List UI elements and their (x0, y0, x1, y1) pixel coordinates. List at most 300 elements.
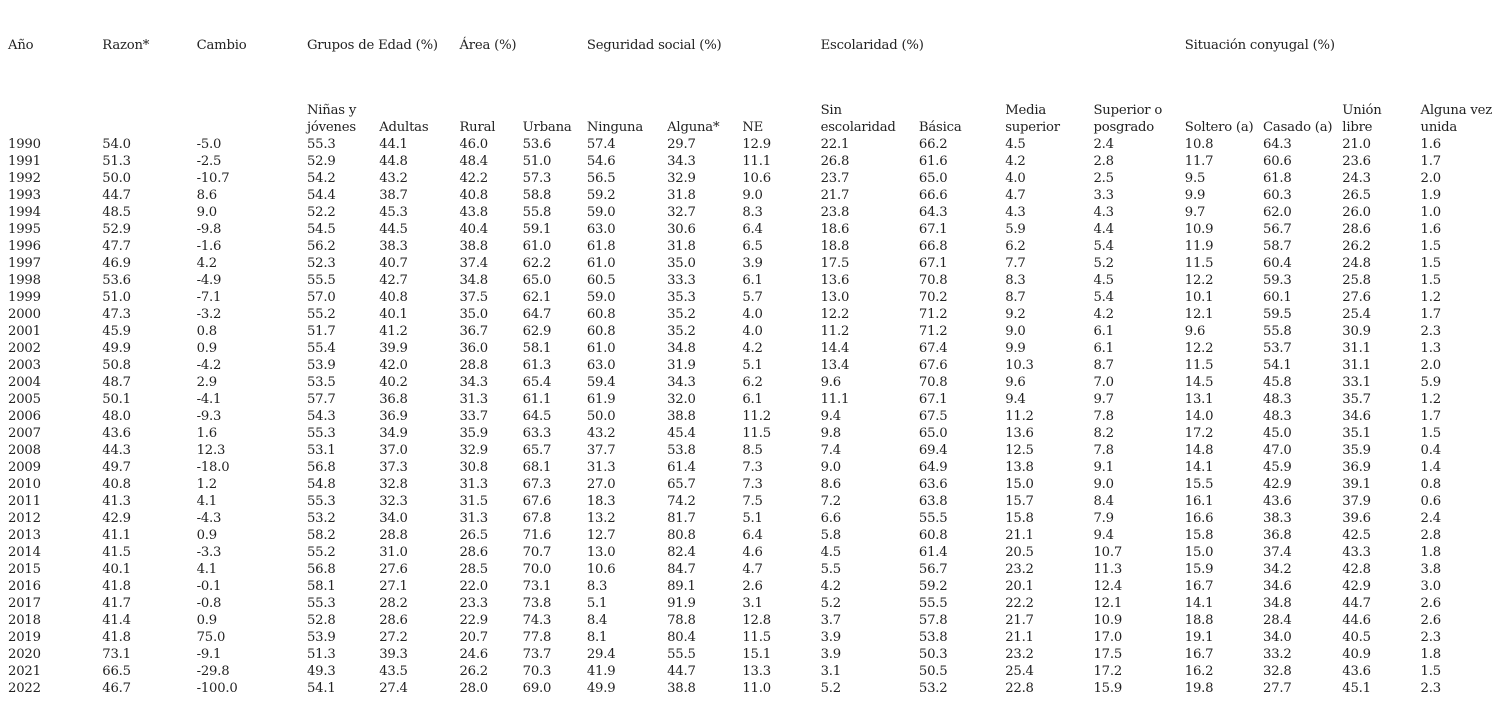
table-cell: 3.0 (1420, 579, 1441, 594)
table-cell: 5.2 (820, 681, 841, 696)
blank-subheader (0, 64, 94, 136)
table-cell: 16.7 (1184, 647, 1214, 662)
table-cell: 66.2 (918, 137, 948, 152)
table-row (0, 476, 1494, 493)
table-cell: 0.6 (1420, 494, 1441, 509)
table-cell: 53.2 (306, 511, 336, 526)
table-cell: -100.0 (196, 681, 238, 696)
table-cell: 36.8 (379, 392, 408, 407)
year-cell: 2001 (8, 324, 41, 339)
table-cell: 60.6 (1263, 154, 1292, 169)
table-cell: 48.3 (1263, 409, 1292, 424)
table-cell: 27.4 (379, 681, 408, 696)
table-cell: 15.5 (1184, 477, 1214, 492)
table-cell: 8.2 (1093, 426, 1114, 441)
table-cell: 53.6 (522, 137, 552, 152)
table-cell: 33.1 (1342, 375, 1371, 390)
table-cell: 22.0 (459, 579, 489, 594)
year-cell: 2004 (8, 375, 41, 390)
table-cell: 9.6 (820, 375, 841, 390)
table-cell: 11.9 (1184, 239, 1214, 254)
table-cell: 48.4 (459, 154, 489, 169)
table-cell: 53.2 (918, 681, 948, 696)
table-cell: 43.6 (1263, 494, 1292, 509)
table-cell: 37.5 (459, 290, 489, 305)
table-row (0, 136, 1494, 153)
table-cell: 57.4 (586, 137, 616, 152)
table-cell: 37.4 (1263, 545, 1292, 560)
table-cell: 11.2 (820, 324, 850, 339)
table-cell: 60.8 (586, 324, 616, 339)
table-cell: 1.8 (1420, 545, 1441, 560)
table-row (0, 578, 1494, 595)
table-cell: 61.0 (586, 256, 616, 271)
table-cell: 12.4 (1093, 579, 1123, 594)
table-cell: 63.0 (586, 222, 616, 237)
table-cell: 28.8 (459, 358, 489, 373)
table-row (0, 323, 1494, 340)
table-cell: 54.3 (306, 409, 336, 424)
table-cell: 12.8 (742, 613, 771, 628)
year-cell: 2017 (8, 596, 41, 611)
subheader-sin-escolaridad: Sin escolaridad (820, 103, 896, 135)
table-cell: 54.6 (586, 154, 616, 169)
table-cell: 9.5 (1184, 171, 1206, 186)
table-cell: 54.8 (306, 477, 336, 492)
table-cell: 26.5 (1342, 188, 1371, 203)
table-cell: 35.0 (459, 307, 489, 322)
table-cell: 54.4 (306, 188, 336, 203)
table-cell: 1.2 (1420, 392, 1441, 407)
table-cell: 2.4 (1420, 511, 1441, 526)
table-cell: 3.9 (820, 630, 841, 645)
table-cell: 21.7 (1005, 613, 1034, 628)
table-cell: 4.7 (1005, 188, 1026, 203)
table-cell: 38.3 (379, 239, 408, 254)
table-cell: 44.7 (667, 664, 696, 679)
table-cell: 70.2 (918, 290, 948, 305)
table-cell: 55.3 (306, 494, 336, 509)
table-cell: 67.1 (918, 256, 948, 271)
subheader-union-libre: Unión libre (1342, 103, 1382, 135)
table-cell: 36.9 (379, 409, 408, 424)
table-cell: 74.2 (667, 494, 696, 509)
table-cell: 64.7 (522, 307, 552, 322)
table-cell: 7.9 (1093, 511, 1114, 526)
table-cell: 65.4 (522, 375, 552, 390)
table-cell: 3.1 (820, 664, 841, 679)
table-cell: 62.2 (522, 256, 552, 271)
table-cell: 1.9 (1420, 188, 1441, 203)
table-cell: 51.0 (102, 290, 131, 305)
table-cell: 11.5 (742, 630, 771, 645)
table-cell: 28.2 (379, 596, 408, 611)
table-cell: 3.3 (1093, 188, 1114, 203)
table-cell: 64.9 (918, 460, 948, 475)
table-cell: 26.5 (459, 528, 489, 543)
table-cell: 23.2 (1005, 647, 1034, 662)
table-cell: 50.0 (586, 409, 616, 424)
table-row (0, 408, 1494, 425)
table-cell: -9.1 (196, 647, 222, 662)
table-cell: 65.0 (522, 273, 552, 288)
table-cell: 51.7 (306, 324, 336, 339)
table-cell: 9.6 (1005, 375, 1026, 390)
table-cell: -2.5 (196, 154, 222, 169)
table-cell: 35.2 (667, 307, 696, 322)
table-cell: 12.7 (586, 528, 616, 543)
table-row (0, 595, 1494, 612)
table-cell: 68.1 (522, 460, 552, 475)
table-cell: 1.5 (1420, 664, 1441, 679)
table-cell: 61.8 (586, 239, 616, 254)
table-cell: 74.3 (522, 613, 552, 628)
table-cell: 10.9 (1184, 222, 1214, 237)
table-cell: 15.8 (1184, 528, 1214, 543)
table-cell: 0.9 (196, 528, 217, 543)
table-cell: 1.7 (1420, 154, 1441, 169)
table-cell: 34.0 (379, 511, 408, 526)
table-cell: 70.3 (522, 664, 552, 679)
table-cell: 60.5 (586, 273, 616, 288)
table-cell: 6.1 (742, 392, 763, 407)
table-cell: -3.2 (196, 307, 222, 322)
table-cell: 67.1 (918, 392, 948, 407)
table-cell: 20.1 (1005, 579, 1034, 594)
subheader-row (0, 64, 1494, 136)
table-cell: 10.6 (586, 562, 616, 577)
table-row (0, 561, 1494, 578)
table-cell: 36.0 (459, 341, 489, 356)
table-cell: 5.8 (820, 528, 841, 543)
table-cell: 13.6 (820, 273, 850, 288)
table-cell: 7.5 (742, 494, 763, 509)
table-cell: 9.7 (1184, 205, 1206, 220)
table-cell: -1.6 (196, 239, 222, 254)
table-cell: 2.4 (1093, 137, 1114, 152)
table-cell: 11.7 (1184, 154, 1214, 169)
table-cell: 38.8 (667, 681, 696, 696)
table-cell: 23.2 (1005, 562, 1034, 577)
table-cell: 67.5 (918, 409, 948, 424)
year-cell: 2007 (8, 426, 41, 441)
table-cell: 31.3 (459, 392, 489, 407)
table-cell: 7.8 (1093, 409, 1114, 424)
table-cell: 40.7 (379, 256, 408, 271)
table-cell: 2.6 (1420, 613, 1441, 628)
table-cell: 11.5 (742, 426, 771, 441)
subheader-basica: Básica (918, 120, 962, 135)
table-cell: 8.3 (742, 205, 763, 220)
table-cell: 1.3 (1420, 341, 1441, 356)
table-cell: 23.6 (1342, 154, 1371, 169)
table-cell: 35.2 (667, 324, 696, 339)
table-cell: 50.8 (102, 358, 131, 373)
table-cell: 67.6 (522, 494, 552, 509)
change-header: Cambio (196, 38, 247, 53)
table-cell: 25.4 (1005, 664, 1034, 679)
table-cell: 53.1 (306, 443, 336, 458)
table-cell: 59.4 (586, 375, 616, 390)
table-cell: 43.6 (1342, 664, 1371, 679)
table-cell: 32.8 (379, 477, 408, 492)
table-cell: 78.8 (667, 613, 696, 628)
table-cell: 12.3 (196, 443, 226, 458)
table-cell: 2.6 (1420, 596, 1441, 611)
table-cell: 15.9 (1184, 562, 1214, 577)
table-cell: 6.1 (1093, 324, 1114, 339)
table-cell: 57.7 (306, 392, 336, 407)
table-cell: 2.3 (1420, 681, 1441, 696)
table-cell: 9.1 (1093, 460, 1114, 475)
table-cell: 47.3 (102, 307, 131, 322)
year-cell: 1993 (8, 188, 41, 203)
schooling-group-header: Escolaridad (%) (820, 38, 924, 53)
table-cell: 19.8 (1184, 681, 1214, 696)
table-cell: 24.6 (459, 647, 489, 662)
table-cell: 91.9 (667, 596, 696, 611)
table-cell: 20.7 (459, 630, 489, 645)
table-cell: 13.2 (586, 511, 616, 526)
table-cell: 43.3 (1342, 545, 1371, 560)
table-cell: 13.4 (820, 358, 850, 373)
year-cell: 1992 (8, 171, 41, 186)
table-cell: 62.9 (522, 324, 552, 339)
table-cell: 2.0 (1420, 358, 1441, 373)
table-cell: 4.3 (1005, 205, 1026, 220)
table-cell: 0.8 (196, 324, 217, 339)
table-cell: 62.1 (522, 290, 552, 305)
table-cell: 8.6 (196, 188, 217, 203)
table-cell: 4.2 (1093, 307, 1114, 322)
ratio-header: Razon* (102, 38, 150, 53)
table-cell: 4.2 (196, 256, 217, 271)
table-cell: 21.0 (1342, 137, 1371, 152)
table-cell: 27.1 (379, 579, 408, 594)
table-cell: 30.9 (1342, 324, 1371, 339)
table-cell: 28.4 (1263, 613, 1292, 628)
table-cell: 27.6 (379, 562, 408, 577)
table-cell: 6.2 (742, 375, 763, 390)
table-cell: 71.2 (918, 307, 948, 322)
table-cell: -4.1 (196, 392, 222, 407)
table-cell: 28.0 (459, 681, 489, 696)
subheader-rural: Rural (459, 120, 496, 135)
table-cell: 40.8 (459, 188, 489, 203)
table-cell: 53.8 (918, 630, 948, 645)
table-cell: 12.2 (820, 307, 850, 322)
table-cell: 2.3 (1420, 630, 1441, 645)
table-cell: 62.0 (1263, 205, 1292, 220)
table-cell: 43.2 (379, 171, 408, 186)
table-cell: 1.5 (1420, 426, 1441, 441)
table-cell: 41.9 (586, 664, 616, 679)
table-cell: 16.1 (1184, 494, 1214, 509)
table-cell: 56.8 (306, 562, 336, 577)
table-cell: 32.7 (667, 205, 696, 220)
table-cell: -4.2 (196, 358, 222, 373)
table-cell: 9.4 (1093, 528, 1114, 543)
year-cell: 1994 (8, 205, 41, 220)
table-cell: 25.8 (1342, 273, 1371, 288)
year-cell: 2008 (8, 443, 41, 458)
table-row (0, 255, 1494, 272)
table-cell: 22.1 (820, 137, 850, 152)
age-group-header: Grupos de Edad (%) (306, 38, 438, 53)
table-cell: -0.1 (196, 579, 222, 594)
table-cell: 7.8 (1093, 443, 1114, 458)
table-cell: 4.0 (742, 307, 763, 322)
table-cell: 44.3 (102, 443, 131, 458)
table-cell: 65.7 (522, 443, 552, 458)
table-cell: 61.3 (522, 358, 552, 373)
table-cell: 33.3 (667, 273, 696, 288)
table-cell: 9.8 (820, 426, 841, 441)
table-cell: 5.4 (1093, 290, 1114, 305)
table-cell: 26.0 (1342, 205, 1371, 220)
table-cell: 11.2 (1005, 409, 1034, 424)
table-cell: 28.6 (459, 545, 489, 560)
table-cell: 9.7 (1093, 392, 1114, 407)
subheader-alguna-vez-unida: Alguna vez unida (1420, 103, 1492, 135)
year-cell: 1998 (8, 273, 41, 288)
table-cell: 10.8 (1184, 137, 1214, 152)
table-cell: 23.8 (820, 205, 850, 220)
table-cell: 0.4 (1420, 443, 1441, 458)
table-cell: 1.5 (1420, 239, 1441, 254)
table-cell: 28.6 (379, 613, 408, 628)
table-cell: 26.2 (459, 664, 489, 679)
table-cell: 41.2 (379, 324, 408, 339)
table-cell: 70.8 (918, 273, 948, 288)
table-cell: 37.4 (459, 256, 489, 271)
table-cell: 59.0 (586, 205, 616, 220)
table-cell: -4.3 (196, 511, 222, 526)
table-cell: 60.8 (918, 528, 948, 543)
table-cell: 32.8 (1263, 664, 1292, 679)
table-cell: 4.2 (742, 341, 763, 356)
table-cell: 42.5 (1342, 528, 1371, 543)
table-cell: 19.1 (1184, 630, 1214, 645)
social-security-group-header: Seguridad social (%) (586, 38, 722, 53)
table-cell: 64.3 (1263, 137, 1292, 152)
table-cell: 48.0 (102, 409, 131, 424)
table-cell: 34.6 (1263, 579, 1292, 594)
table-cell: 14.5 (1184, 375, 1214, 390)
table-cell: 66.8 (918, 239, 948, 254)
table-cell: 54.5 (306, 222, 336, 237)
table-cell: 32.9 (459, 443, 489, 458)
table-cell: 55.5 (918, 596, 948, 611)
table-row (0, 306, 1494, 323)
table-cell: 33.7 (459, 409, 489, 424)
table-cell: 4.2 (820, 579, 841, 594)
table-cell: 0.9 (196, 341, 217, 356)
table-cell: 34.0 (1263, 630, 1292, 645)
table-cell: 41.4 (102, 613, 131, 628)
table-cell: 29.7 (667, 137, 696, 152)
table-cell: 15.0 (1184, 545, 1214, 560)
table-cell: 7.0 (1093, 375, 1114, 390)
table-cell: 6.1 (1093, 341, 1114, 356)
table-cell: 43.5 (379, 664, 408, 679)
table-cell: 50.5 (918, 664, 948, 679)
table-cell: 36.7 (459, 324, 489, 339)
table-cell: 59.1 (522, 222, 552, 237)
table-cell: 61.0 (586, 341, 616, 356)
year-cell: 2015 (8, 562, 41, 577)
year-cell: 2012 (8, 511, 41, 526)
table-cell: 51.3 (102, 154, 131, 169)
table-cell: 28.8 (379, 528, 408, 543)
table-cell: 8.1 (586, 630, 608, 645)
table-cell: 1.4 (1420, 460, 1441, 475)
table-cell: 1.2 (1420, 290, 1441, 305)
table-cell: 14.4 (820, 341, 850, 356)
table-cell: 65.0 (918, 171, 948, 186)
table-cell: 2.0 (1420, 171, 1441, 186)
table-cell: 20.5 (1005, 545, 1034, 560)
table-cell: 34.9 (379, 426, 408, 441)
subheader-ninas-jovenes: Niñas y jóvenes (306, 103, 357, 135)
marital-status-group-header: Situación conyugal (%) (1184, 38, 1335, 53)
table-cell: 3.9 (742, 256, 763, 271)
table-cell: 4.1 (196, 494, 217, 509)
table-cell: 12.2 (1184, 341, 1214, 356)
table-cell: 35.0 (667, 256, 696, 271)
table-cell: 39.1 (1342, 477, 1371, 492)
table-cell: 5.5 (820, 562, 841, 577)
table-cell: 48.3 (1263, 392, 1292, 407)
table-row (0, 663, 1494, 680)
table-cell: 53.9 (306, 630, 336, 645)
table-cell: 31.8 (667, 188, 696, 203)
year-cell: 2005 (8, 392, 41, 407)
table-cell: 4.7 (742, 562, 763, 577)
table-cell: 31.5 (459, 494, 489, 509)
table-cell: 64.3 (918, 205, 948, 220)
year-cell: 2000 (8, 307, 41, 322)
table-cell: 55.8 (1263, 324, 1292, 339)
table-cell: 48.5 (102, 205, 131, 220)
table-cell: 40.2 (379, 375, 408, 390)
table-cell: 31.9 (667, 358, 696, 373)
table-cell: 11.1 (742, 154, 771, 169)
table-cell: 67.3 (522, 477, 552, 492)
table-cell: 5.4 (1093, 239, 1114, 254)
table-cell: 42.2 (459, 171, 489, 186)
table-cell: 55.8 (522, 205, 552, 220)
table-cell: 53.6 (102, 273, 131, 288)
table-cell: 40.8 (102, 477, 131, 492)
table-cell: 41.3 (102, 494, 131, 509)
table-cell: 13.1 (1184, 392, 1214, 407)
table-cell: 10.7 (1093, 545, 1123, 560)
table-cell: 80.8 (667, 528, 696, 543)
table-cell: 14.1 (1184, 460, 1214, 475)
table-cell: 5.7 (742, 290, 763, 305)
table-cell: 73.8 (522, 596, 552, 611)
year-cell: 2019 (8, 630, 41, 645)
blank-subheader (189, 64, 299, 136)
table-cell: 23.3 (459, 596, 489, 611)
table-cell: 26.2 (1342, 239, 1371, 254)
table-cell: 14.1 (1184, 596, 1214, 611)
table-cell: 56.2 (306, 239, 336, 254)
table-cell: 9.0 (1093, 477, 1114, 492)
table-cell: 11.2 (742, 409, 771, 424)
table-cell: 8.6 (820, 477, 841, 492)
